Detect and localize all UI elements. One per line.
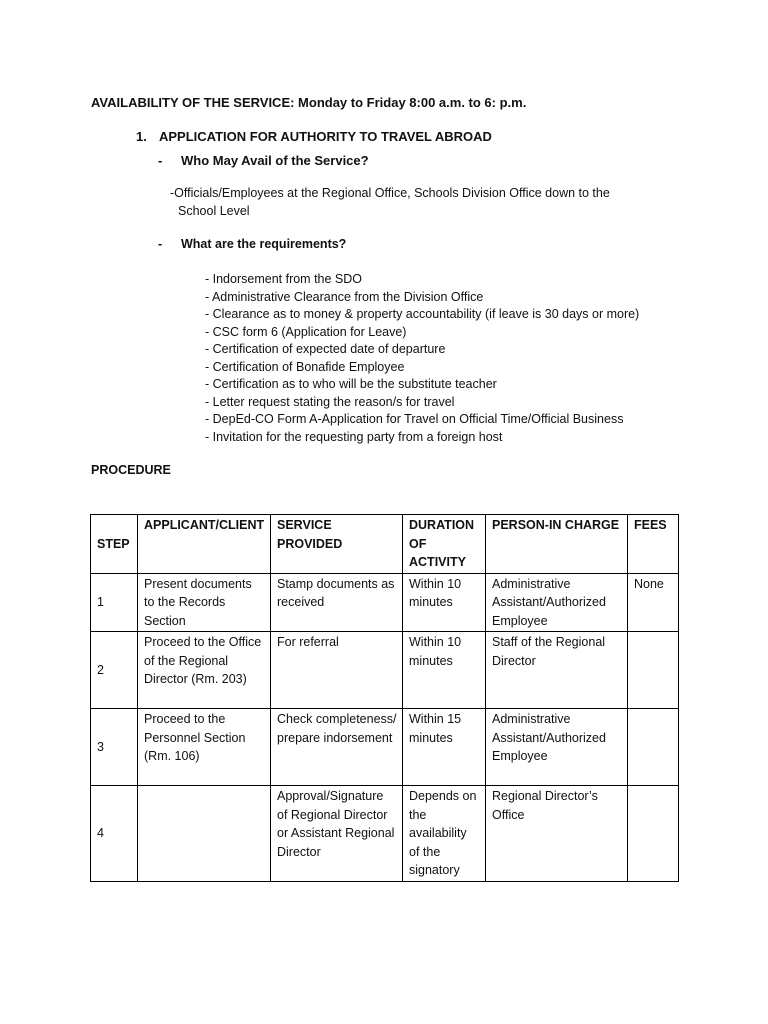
table-row bbox=[91, 709, 679, 786]
requirements-heading: What are the requirements? bbox=[181, 237, 347, 251]
section-title: APPLICATION FOR AUTHORITY TO TRAVEL ABROAD bbox=[159, 129, 492, 144]
cell-person: Administrative Assistant/Authorized Employee bbox=[486, 709, 628, 786]
header-step: STEP bbox=[91, 515, 138, 574]
cell-service: For referral bbox=[271, 632, 403, 709]
table-row bbox=[91, 632, 679, 709]
cell-step: 4 bbox=[91, 786, 138, 882]
requirement-item: - Administrative Clearance from the Division Office bbox=[205, 289, 484, 304]
cell-step: 2 bbox=[91, 632, 138, 709]
section-number: 1. bbox=[136, 129, 147, 144]
requirement-item: - DepEd-CO Form A-Application for Travel on Official Time/Official Business bbox=[205, 412, 624, 426]
header-applicant: APPLICANT/CLIENT bbox=[138, 515, 271, 574]
header-fees: FEES bbox=[628, 515, 679, 574]
cell-duration: Within 10 minutes bbox=[403, 573, 486, 632]
cell-fees bbox=[628, 786, 679, 882]
cell-step: 1 bbox=[91, 573, 138, 632]
requirement-item: - CSC form 6 (Application for Leave) bbox=[205, 324, 407, 339]
requirement-item: - Clearance as to money & property accountability (if leave is 30 days or more) bbox=[205, 307, 640, 321]
procedure-table bbox=[90, 514, 679, 882]
header-person: PERSON-IN CHARGE bbox=[486, 515, 628, 574]
cell-person: Regional Director’s Office bbox=[486, 786, 628, 882]
cell-person: Administrative Assistant/Authorized Employee bbox=[486, 573, 628, 632]
table-row bbox=[91, 786, 679, 882]
cell-person: Staff of the Regional Director bbox=[486, 632, 628, 709]
availability-heading: AVAILABILITY OF THE SERVICE: Monday to Friday 8:00 a.m. to 6: p.m. bbox=[91, 95, 527, 110]
who-may-avail-heading: Who May Avail of the Service? bbox=[181, 153, 369, 168]
header-duration: DURATION OF ACTIVITY bbox=[403, 515, 486, 574]
requirement-item: - Indorsement from the SDO bbox=[205, 272, 363, 286]
cell-duration: Within 10 minutes bbox=[403, 632, 486, 709]
header-service: SERVICE PROVIDED bbox=[271, 515, 403, 574]
requirements-bullet: - bbox=[158, 237, 163, 251]
cell-service: Check completeness/ prepare indorsement bbox=[271, 709, 403, 786]
cell-applicant: Proceed to the Personnel Section (Rm. 106) bbox=[138, 709, 271, 786]
cell-service: Stamp documents as received bbox=[271, 573, 403, 632]
who-line-1: -Officials/Employees at the Regional Office, Schools Division Office down to the bbox=[170, 186, 610, 200]
cell-fees: None bbox=[628, 573, 679, 632]
who-may-avail-text bbox=[170, 185, 640, 220]
requirement-item: - Certification as to who will be the substitute teacher bbox=[205, 377, 497, 391]
requirement-item: - Invitation for the requesting party from a foreign host bbox=[205, 429, 503, 444]
requirement-item: - Certification of expected date of departure bbox=[205, 342, 446, 356]
table-row bbox=[91, 573, 679, 632]
who-line-2: School Level bbox=[178, 203, 250, 218]
cell-duration: Depends on the availability of the signatory bbox=[403, 786, 486, 882]
requirement-item: - Certification of Bonafide Employee bbox=[205, 359, 405, 374]
cell-applicant bbox=[138, 786, 271, 882]
cell-duration: Within 15 minutes bbox=[403, 709, 486, 786]
table-header-row bbox=[91, 515, 679, 574]
requirement-item: - Letter request stating the reason/s for travel bbox=[205, 394, 455, 409]
cell-applicant: Present documents to the Records Section bbox=[138, 573, 271, 632]
cell-service: Approval/Signature of Regional Director or Assistant Regional Director bbox=[271, 786, 403, 882]
who-bullet: - bbox=[158, 153, 163, 168]
requirements-list bbox=[205, 271, 639, 446]
cell-step: 3 bbox=[91, 709, 138, 786]
cell-applicant: Proceed to the Office of the Regional Director (Rm. 203) bbox=[138, 632, 271, 709]
cell-fees bbox=[628, 709, 679, 786]
cell-fees bbox=[628, 632, 679, 709]
procedure-heading: PROCEDURE bbox=[91, 463, 171, 477]
